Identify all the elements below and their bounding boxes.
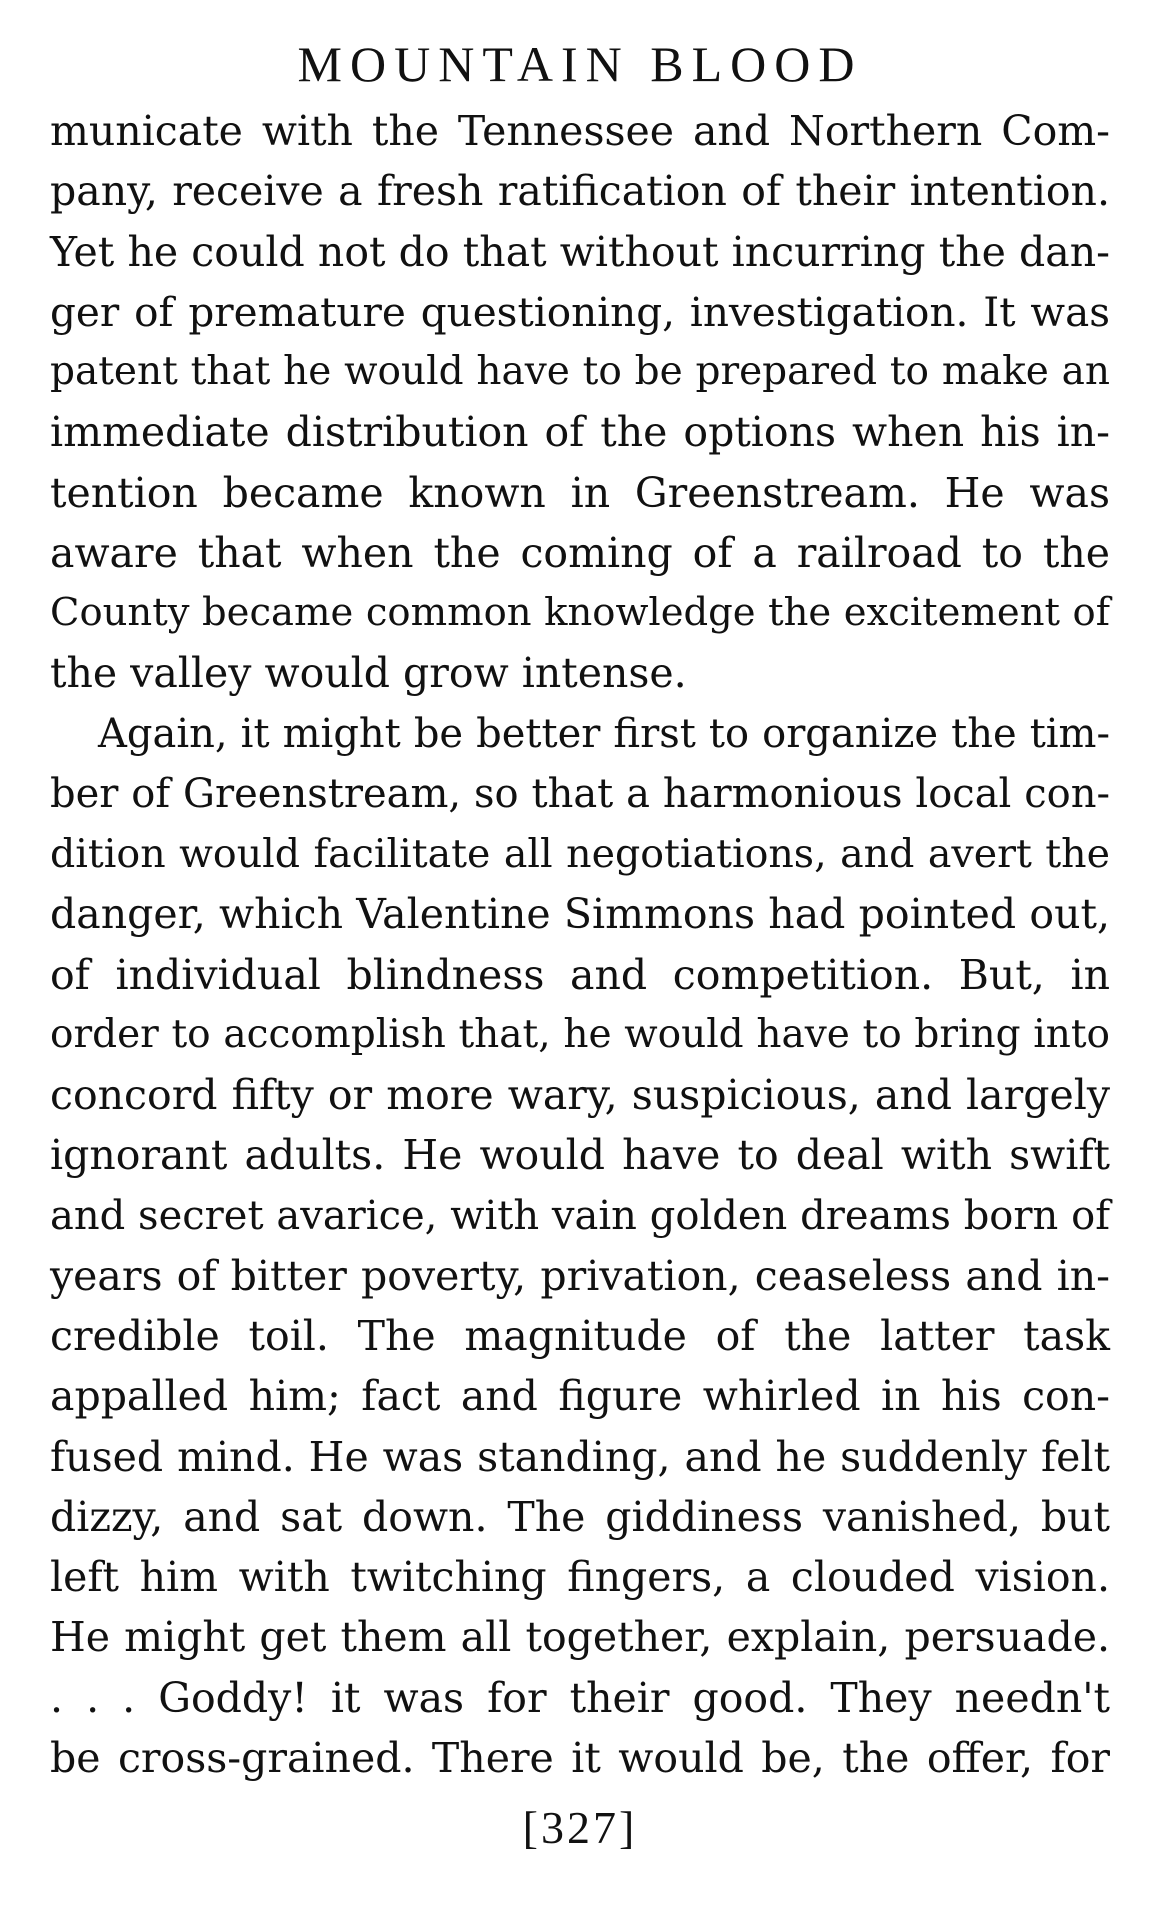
text-line: immediate distribution of the options when his in- — [50, 408, 1110, 457]
text-line: years of bitter poverty, privation, ceaseless and in- — [50, 1251, 1110, 1300]
body-text — [50, 101, 1110, 1788]
text-line: . . . Goddy! it was for their good. They needn't — [50, 1673, 1110, 1722]
text-line: order to accomplish that, he would have to bring into — [50, 1011, 1110, 1057]
text-line: ger of premature questioning, investigation. It was — [50, 287, 1110, 336]
text-line: municate with the Tennessee and Northern Com- — [50, 107, 1110, 155]
text-line: ignorant adults. He would have to deal with swift — [50, 1131, 1110, 1180]
text-line: and secret avarice, with vain golden dreams born of — [50, 1192, 1110, 1239]
text-line: Yet he could not do that without incurring the dan- — [50, 227, 1110, 276]
text-line: dizzy, and sat down. The giddiness vanished, but — [50, 1492, 1110, 1541]
text-line: dition would facilitate all negotiations, and avert the — [50, 831, 1110, 877]
text-line: fused mind. He was standing, and he suddenly felt — [50, 1432, 1110, 1481]
text-line: credible toil. The magnitude of the latter task — [50, 1312, 1110, 1360]
text-line: pany, receive a fresh ratification of their intention. — [50, 167, 1110, 216]
text-line: of individual blindness and competition. But, in — [50, 950, 1110, 999]
text-line: be cross-grained. There it would be, the offer, for — [50, 1733, 1110, 1782]
text-line: concord fifty or more wary, suspicious, and largely — [50, 1071, 1110, 1119]
text-line: left him with twitching fingers, a clouded vision. — [50, 1553, 1110, 1601]
text-line: the valley would grow intense. — [50, 649, 687, 698]
running-head: MOUNTAIN BLOOD — [297, 36, 863, 92]
text-line: appalled him; fact and figure whirled in his con- — [50, 1372, 1110, 1421]
text-line: tention became known in Greenstream. He was — [50, 468, 1110, 517]
page-number: [327] — [522, 1802, 638, 1853]
text-line: He might get them all together, explain, persuade. — [50, 1613, 1110, 1662]
text-line: patent that he would have to be prepared to make an — [50, 349, 1110, 394]
text-line: Again, it might be better first to organize the tim- — [98, 710, 1110, 757]
text-line: ber of Greenstream, so that a harmonious local con- — [50, 770, 1110, 817]
text-line: aware that when the coming of a railroad to the — [50, 528, 1110, 577]
text-line: County became common knowledge the excitement of — [50, 590, 1110, 635]
text-line: danger, which Valentine Simmons had pointed out, — [50, 890, 1110, 939]
